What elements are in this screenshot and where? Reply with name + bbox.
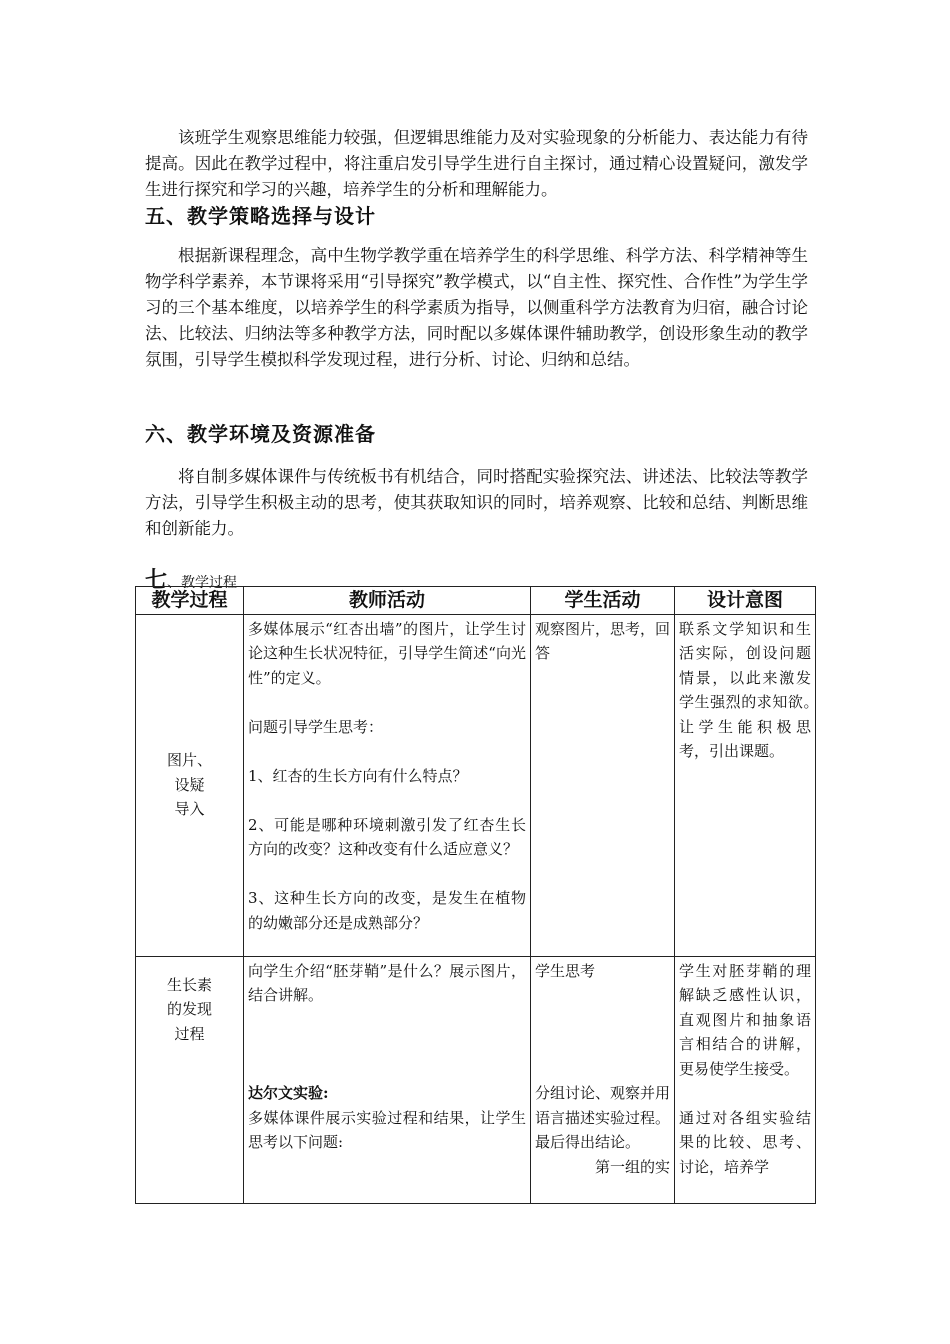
table-row: [136, 956, 816, 1203]
intro-paragraph: 该班学生观察思维能力较强，但逻辑思维能力及对实验现象的分析能力、表达能力有待提高。因此在教学过程中，将注重启发引导学生进行自主探讨，通过精心设置疑问，激发学生进行探究和学习的兴趣，培养学生的分析和理解能力。: [145, 128, 808, 199]
design-intent-cell: 联系文学知识和生活实际，创设问题情景，以此来激发学生强烈的求知欲。 让学生能积极思考，引出课题。: [675, 614, 816, 956]
section-5-paragraph: 根据新课程理念，高中生物学教学重在培养学生的科学思维、科学方法、科学精神等生物学科学素养，本节课将采用“引导探究”教学模式，以“自主性、探究性、合作性”为学生学习的三个基本维度，以培养学生的科学素质为指导，以侧重科学方法教育为归宿，融合讨论法、比较法、归纳法等多种教学方法，同时配以多媒体课件辅助教学，创设形象生动的教学氛围，引导学生模拟科学发现过程，进行分析、讨论、归纳和总结。: [145, 246, 808, 369]
table-header-row: [136, 587, 816, 615]
teacher-activity-cell: 多媒体展示“红杏出墙”的图片，让学生讨论这种生长状况特征，引导学生简述“向光性”的定义。 问题引导学生思考： 1、红杏的生长方向有什么特点？ 2、可能是哪种环境刺激引发了红杏生长方向的改变？这种改变有什么适应意义？ 3、这种生长方向的改变，是发生在植物的幼嫩部分还是成熟部分？: [244, 614, 531, 956]
header-stage: 教学过程: [136, 587, 244, 615]
section-6-paragraph: 将自制多媒体课件与传统板书有机结合，同时搭配实验探究法、讲述法、比较法等教学方法，引导学生积极主动的思考，使其获取知识的同时，培养观察、比较和总结、判断思维和创新能力。: [145, 467, 808, 538]
teacher-activity-cell: 向学生介绍“胚芽鞘”是什么？展示图片，结合讲解。 达尔文实验: 多媒体课件展示实验过程和结果，让学生思考以下问题:: [244, 956, 531, 1203]
teaching-process-table: [135, 586, 827, 1204]
stage-cell: 图片、 设疑 导入: [136, 614, 244, 956]
header-student: 学生活动: [531, 587, 675, 615]
student-activity-cell: 观察图片，思考，回答: [531, 614, 675, 956]
section-7-number: 七: [145, 568, 168, 593]
design-intent-cell: 学生对胚芽鞘的理解缺乏感性认识，直观图片和抽象语言相结合的讲解，更易使学生接受。 通过对各组实验结果的比较、思考、讨论，培养学: [675, 956, 816, 1203]
stage-cell: 生长素 的发现 过程: [136, 956, 244, 1203]
table-row: [136, 614, 816, 956]
section-6-heading: 六、教学环境及资源准备: [145, 422, 376, 446]
student-activity-cell: 学生思考 分组讨论、观察并用语言描述实验过程。最后得出结论。 第一组的实: [531, 956, 675, 1203]
header-teacher: 教师活动: [244, 587, 531, 615]
section-7-title: 、教学过程: [167, 575, 238, 591]
section-5-heading: 五、教学策略选择与设计: [145, 204, 376, 228]
header-design: 设计意图: [675, 587, 816, 615]
